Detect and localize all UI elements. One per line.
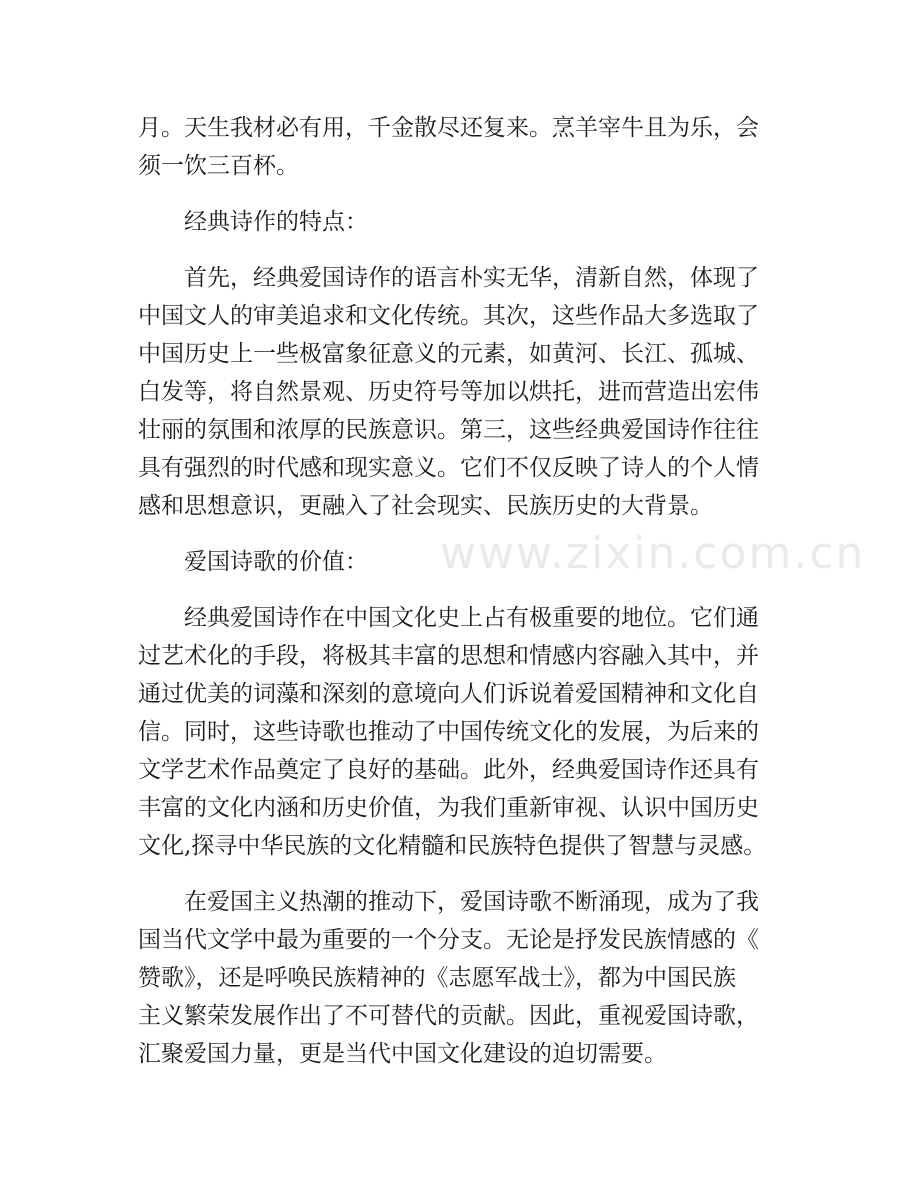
text-line: 中国历史上一些极富象征意义的元素，如黄河、长江、孤城、 [138, 341, 759, 367]
text-line: 白发等，将自然景观、历史符号等加以烘托，进而营造出宏伟 [138, 379, 759, 405]
text-line: 过艺术化的手段，将极其丰富的思想和情感内容融入其中，并 [138, 643, 759, 669]
conclusion-paragraph [138, 883, 788, 1073]
value-paragraph [138, 599, 788, 865]
text-line: 壮丽的氛围和浓厚的民族意识。第三，这些经典爱国诗作往往 [138, 417, 759, 443]
heading-text: 经典诗作的特点： [184, 209, 368, 235]
text-line: 丰富的文化内涵和历史价值，为我们重新审视、认识中国历史 [138, 795, 759, 821]
text-line: 国当代文学中最为重要的一个分支。无论是抒发民族情感的《 [138, 927, 759, 953]
text-line: 感和思想意识，更融入了社会现实、民族历史的大背景。 [138, 493, 713, 519]
text-line: 通过优美的词藻和深刻的意境向人们诉说着爱国精神和文化自 [138, 681, 759, 707]
text-line: 月。天生我材必有用，千金散尽还复来。烹羊宰牛且为乐，会 [138, 115, 759, 141]
text-line: 文化,探寻中华民族的文化精髓和民族特色提供了智慧与灵感。 [138, 833, 767, 859]
section-heading-value [138, 543, 788, 581]
text-line: 经典爱国诗作在中国文化史上占有极重要的地位。它们通 [184, 605, 759, 631]
text-line: 中国文人的审美追求和文化传统。其次，这些作品大多选取了 [138, 303, 759, 329]
text-line: 首先，经典爱国诗作的语言朴实无华，清新自然，体现了 [184, 265, 759, 291]
poem-excerpt-paragraph [138, 109, 788, 185]
heading-text: 爱国诗歌的价值： [184, 549, 368, 575]
text-line: 主义繁荣发展作出了不可替代的贡献。因此，重视爱国诗歌， [138, 1003, 759, 1029]
text-line: 在爱国主义热潮的推动下，爱国诗歌不断涌现，成为了我 [184, 889, 759, 915]
text-line: 信。同时，这些诗歌也推动了中国传统文化的发展，为后来的 [138, 719, 759, 745]
text-line: 须一饮三百杯。 [138, 153, 299, 179]
document-body [138, 109, 788, 1073]
text-line: 赞歌》，还是呼唤民族精神的《志愿军战士》，都为中国民族 [138, 965, 736, 991]
features-paragraph [138, 259, 788, 525]
watermark: www.zixin.com.cn [440, 528, 866, 579]
text-line: 文学艺术作品奠定了良好的基础。此外，经典爱国诗作还具有 [138, 757, 759, 783]
text-line: 具有强烈的时代感和现实意义。它们不仅反映了诗人的个人情 [138, 455, 759, 481]
text-line: 汇聚爱国力量，更是当代中国文化建设的迫切需要。 [138, 1041, 667, 1067]
section-heading-features [138, 203, 788, 241]
